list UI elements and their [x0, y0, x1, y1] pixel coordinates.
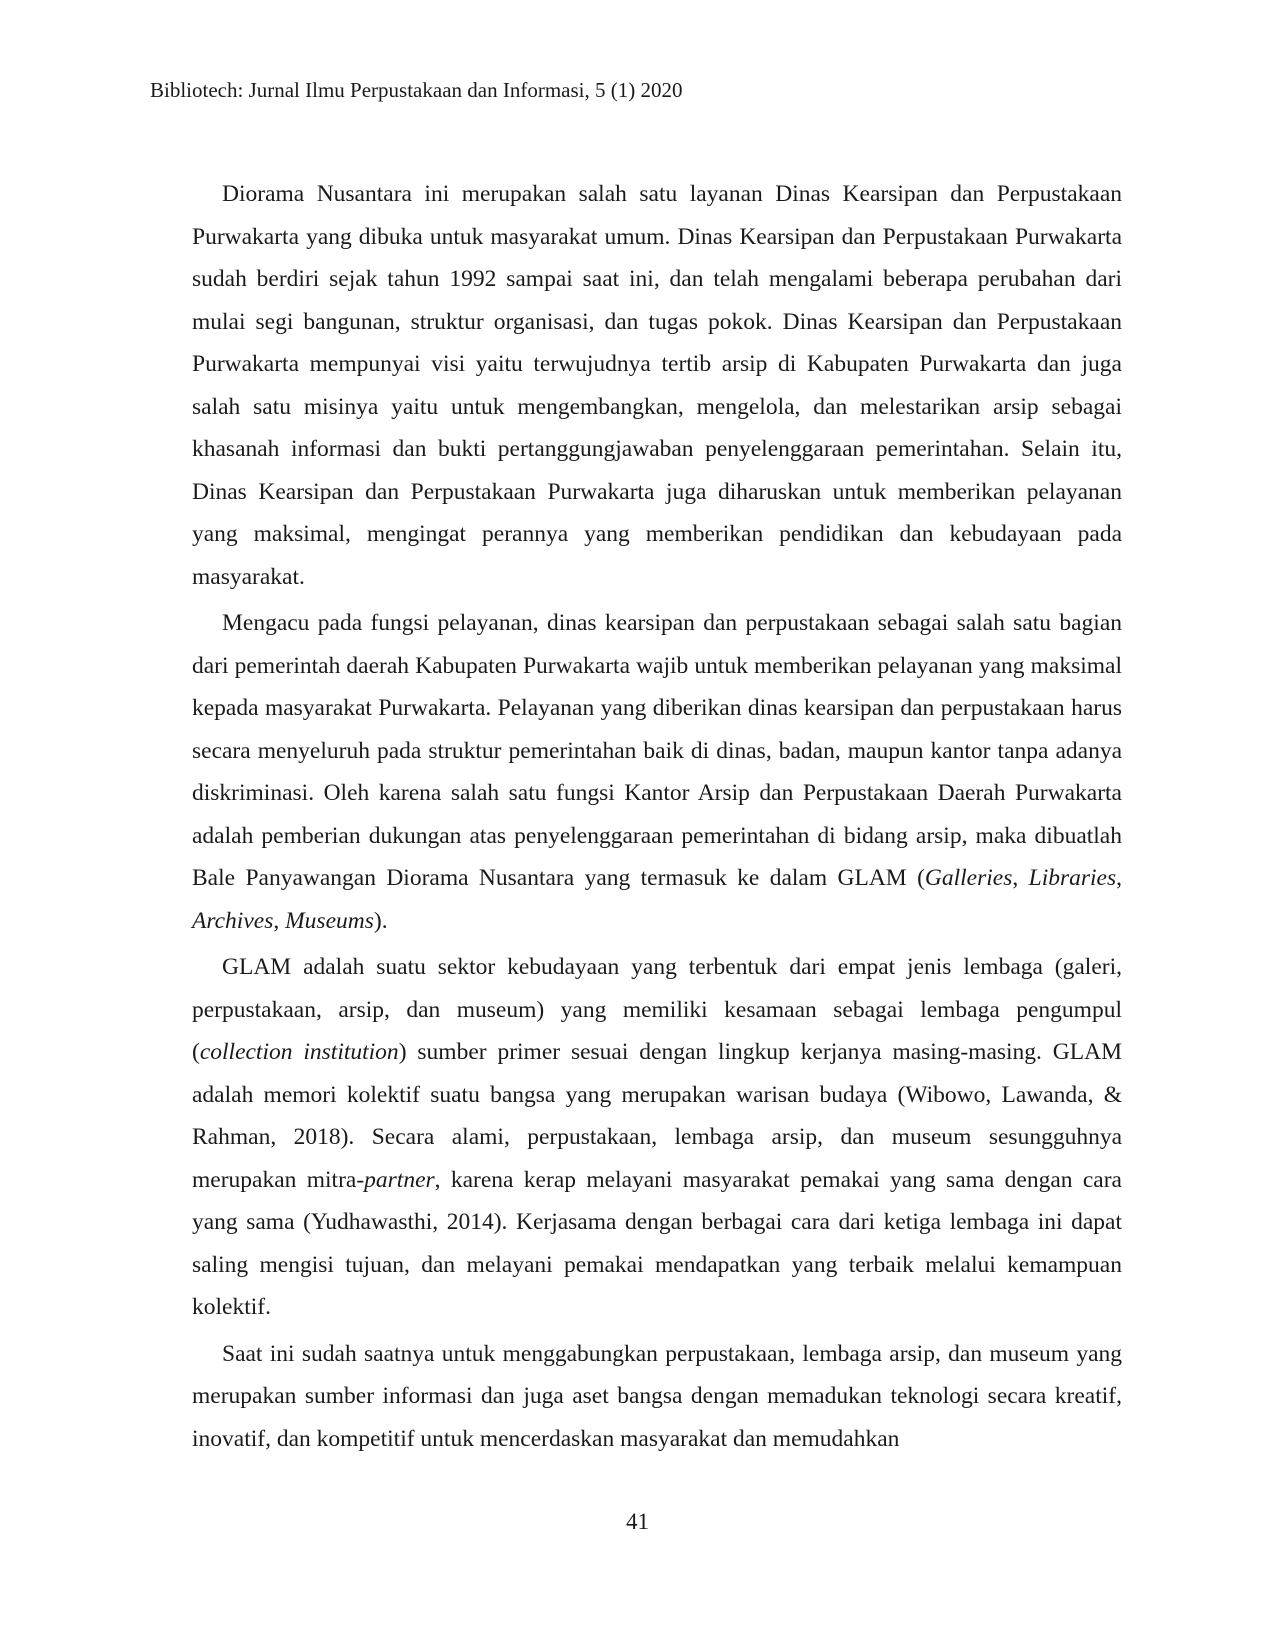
term-museums: Museums — [285, 907, 374, 934]
term-partner: partner — [364, 1166, 435, 1193]
article-body — [192, 173, 1122, 1464]
term-galleries: Galleries — [924, 865, 1013, 891]
paragraph-3-text: GLAM adalah suatu sektor kebudayaan yang terbentuk dari empat jenis lembaga (galeri, perpustakaan, arsip, dan museum) yang memiliki kesamaan sebagai lembaga pengumpul ( — [192, 954, 1122, 1065]
term-collection-institution: collection institution — [199, 1039, 399, 1065]
running-header: Bibliotech: Jurnal Ilmu Perpustakaan dan Informasi, 5 (1) 2020 — [150, 78, 683, 102]
page-number: 41 — [626, 1509, 649, 1534]
paragraph-2 — [192, 602, 1122, 942]
term-libraries: Libraries — [1028, 865, 1117, 891]
separator: , — [1012, 865, 1029, 891]
paragraph-2-end: ). — [373, 907, 388, 934]
paragraph-3-text: ) sumber primer sesuai dengan lingkup kerjanya masing-masing. GLAM adalah memori kolektif suatu bangsa yang merupakan warisan budaya (Wibowo, Lawanda, & Rahman, 2018). Secara alami, perpustakaan, lembaga arsip, dan museum sesungguhnya merupakan mitra- — [192, 1039, 1122, 1193]
term-archives: Archives — [192, 907, 274, 934]
paragraph-2-text: Mengacu pada fungsi pelayanan, dinas kearsipan dan perpustakaan sebagai salah satu bagian dari pemerintah daerah Kabupaten Purwakarta wajib untuk memberikan pelayanan yang maksimal kepada masyarakat Purwakarta. Pelayanan yang diberikan dinas kearsipan dan perpustakaan harus secara menyeluruh pada struktur pemerintahan baik di dinas, badan, maupun kantor tanpa adanya diskriminasi. Oleh karena salah satu fungsi Kantor Arsip dan Perpustakaan Daerah Purwakarta adalah pemberian dukungan atas penyelenggaraan pemerintahan di bidang arsip, maka dibuatlah Bale Panyawangan Diorama Nusantara yang termasuk ke dalam GLAM ( — [192, 610, 1122, 891]
separator: , — [1116, 865, 1123, 891]
separator: , — [273, 907, 286, 934]
paragraph-3 — [192, 946, 1122, 1329]
paragraph-1: Diorama Nusantara ini merupakan salah satu layanan Dinas Kearsipan dan Perpustakaan Purwakarta yang dibuka untuk masyarakat umum. Dinas Kearsipan dan Perpustakaan Purwakarta sudah berdiri sejak tahun 1992 sampai saat ini, dan telah mengalami beberapa perubahan dari mulai segi bangunan, struktur organisasi, dan tugas pokok. Dinas Kearsipan dan Perpustakaan Purwakarta mempunyai visi yaitu terwujudnya tertib arsip di Kabupaten Purwakarta dan juga salah satu misinya yaitu untuk mengembangkan, mengelola, dan melestarikan arsip sebagai khasanah informasi dan bukti pertanggungjawaban penyelenggaraan pemerintahan. Selain itu, Dinas Kearsipan dan Perpustakaan Purwakarta juga diharuskan untuk memberikan pelayanan yang maksimal, mengingat perannya yang memberikan pendidikan dan kebudayaan pada masyarakat. — [192, 181, 1122, 590]
paragraph-4: Saat ini sudah saatnya untuk menggabungkan perpustakaan, lembaga arsip, dan museum yang merupakan sumber informasi dan juga aset bangsa dengan memadukan teknologi secara kreatif, inovatif, dan kompetitif untuk mencerdaskan masyarakat dan memudahkan — [192, 1340, 1122, 1452]
paragraph-3-text: , karena kerap melayani masyarakat pemakai yang sama dengan cara yang sama (Yudhawasthi, 2014). Kerjasama dengan berbagai cara dari ketiga lembaga ini dapat saling mengisi tujuan, dan melayani pemakai mendapatkan yang terbaik melalui kemampuan kolektif. — [192, 1166, 1122, 1320]
